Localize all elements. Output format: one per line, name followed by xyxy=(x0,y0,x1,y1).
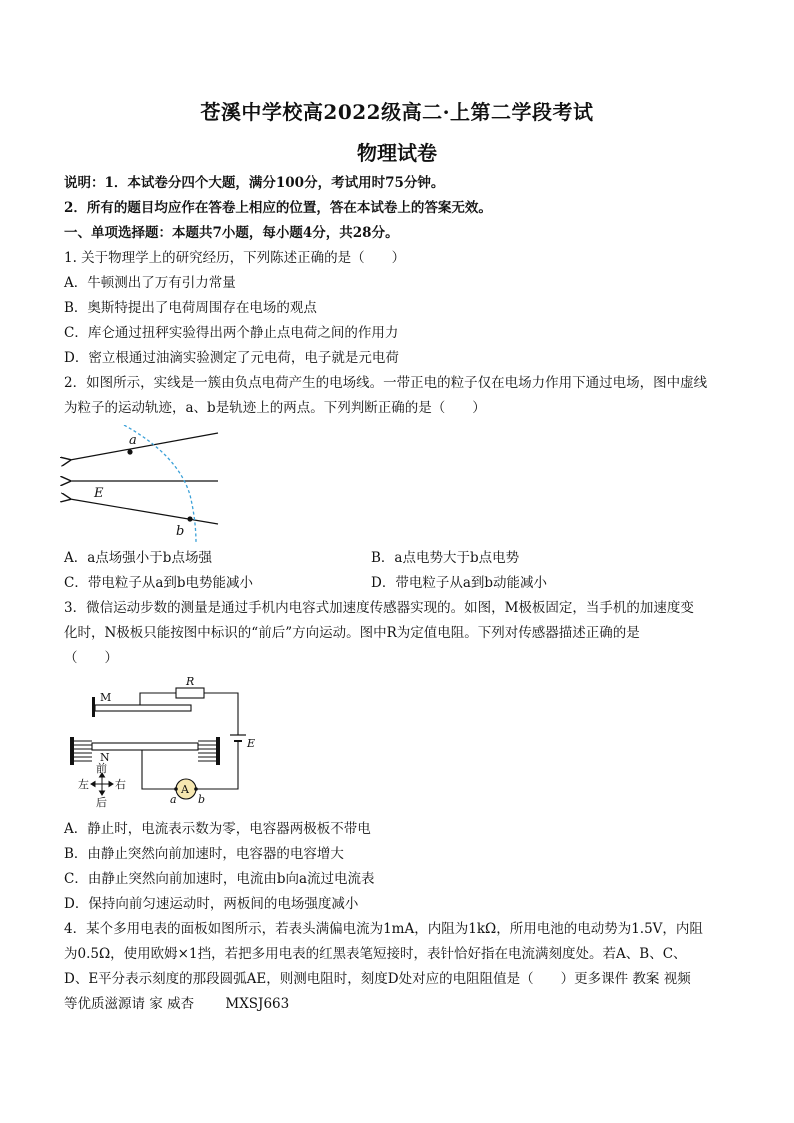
q3-option-d: D．保持向前匀速运动时，两板间的电场强度减小 xyxy=(64,896,359,912)
wire-r-to-e xyxy=(204,693,238,735)
terminal-a xyxy=(174,787,178,791)
spring-right-mount xyxy=(216,737,220,765)
q3-stem-line-3: （ ） xyxy=(64,650,118,666)
q2-option-c: C．带电粒子从a到b电势能减小 xyxy=(64,575,254,591)
label-R: R xyxy=(186,675,195,688)
q1-option-a: A．牛顿测出了万有引力常量 xyxy=(64,275,236,291)
q4-stem-line-2: 为0.5Ω，使用欧姆×1挡，若把多用电表的红黑表笔短接时，表针恰好指在电流满刻度处。若A、B、C、 xyxy=(64,946,687,962)
q4-stem-line-1: 4．某个多用电表的面板如图所示，若表头满偏电流为1mA，内阻为1kΩ，所用电池的电动势为1.5V，内阻 xyxy=(64,921,703,937)
q2-option-d: D．带电粒子从a到b动能减小 xyxy=(371,575,548,591)
dir-right: 右 xyxy=(115,778,126,791)
label-a: a xyxy=(129,433,137,448)
note-line-2: 2．所有的题目均应作在答卷上相应的位置，答在本试卷上的答案无效。 xyxy=(64,200,492,216)
point-b xyxy=(187,516,192,521)
q4-stem-line-3: D、E平分表示刻度的那段圆弧AE，则测电阻时，刻度D处对应的电阻阻值是（ ）更多课件 教案 视频 xyxy=(64,971,691,987)
q3-stem-line-2: 化时，N极板只能按图中标识的“前后”方向运动。图中R为定值电阻。下列对传感器描述正确的是 xyxy=(64,625,640,641)
q2-stem-line-1: 2．如图所示，实线是一簇由负点电荷产生的电场线。一带正电的粒子仅在电场力作用下通过电场，图中虚线 xyxy=(64,375,708,391)
dir-left: 左 xyxy=(78,778,89,791)
q2-electric-field-figure xyxy=(60,425,230,545)
q2-stem-line-2: 为粒子的运动轨迹，a、b是轨迹上的两点。下列判断正确的是（ ） xyxy=(64,400,486,416)
q3-capacitor-sensor-figure xyxy=(60,675,270,810)
point-a xyxy=(127,449,132,454)
spring-left xyxy=(74,741,92,761)
dir-front: 前 xyxy=(96,762,107,775)
section-heading: 一、单项选择题：本题共7小题，每小题4分，共28分。 xyxy=(64,225,399,241)
q2-option-b: B．a点电势大于b点电势 xyxy=(371,550,520,566)
label-a: a xyxy=(170,793,177,806)
label-E: E xyxy=(94,486,104,501)
label-b: b xyxy=(198,793,206,806)
wire-n-to-ammeter xyxy=(142,750,176,789)
q3-option-b: B．由静止突然向前加速时，电容器的电容增大 xyxy=(64,846,344,862)
q2-option-a: A．a点场强小于b点场强 xyxy=(64,550,212,566)
q1-option-b: B．奥斯特提出了电荷周围存在电场的观点 xyxy=(64,300,317,316)
m-plate xyxy=(95,705,191,711)
q1-option-d: D．密立根通过油滴实验测定了元电荷，电子就是元电荷 xyxy=(64,350,399,366)
q1-stem: 1. 关于物理学上的研究经历，下列陈述正确的是（ ） xyxy=(64,250,406,266)
n-plate xyxy=(92,743,198,750)
field-line-bottom xyxy=(70,499,218,524)
spring-right xyxy=(198,741,216,761)
terminal-b xyxy=(194,787,198,791)
resistor-r xyxy=(176,688,204,698)
q4-stem-line-4: 等优质滋源请 家 威杏 MXSJ663 xyxy=(64,996,290,1012)
q3-stem-line-1: 3．微信运动步数的测量是通过手机内电容式加速度传感器实现的。如图，M极板固定，当手机的加速度变 xyxy=(64,600,694,616)
exam-title: 苍溪中学校高2022级高二·上第二学段考试 xyxy=(200,100,594,124)
label-N: N xyxy=(100,751,110,764)
wire-m-to-r xyxy=(140,693,176,705)
note-line-1: 说明：1．本试卷分四个大题，满分100分，考试用时75分钟。 xyxy=(64,175,445,191)
q3-option-a: A．静止时，电流表示数为零，电容器两极板不带电 xyxy=(64,821,371,837)
label-A: A xyxy=(181,783,189,796)
q1-option-c: C．库仑通过扭秤实验得出两个静止点电荷之间的作用力 xyxy=(64,325,399,341)
spring-left-mount xyxy=(70,737,74,765)
exam-subtitle: 物理试卷 xyxy=(357,141,437,165)
label-M: M xyxy=(100,691,112,704)
label-E: E xyxy=(247,737,256,750)
q3-option-c: C．由静止突然向前加速时，电流由b向a流过电流表 xyxy=(64,871,375,887)
direction-cross-icon xyxy=(91,773,113,795)
dir-back: 后 xyxy=(96,796,107,809)
label-b: b xyxy=(176,524,185,539)
